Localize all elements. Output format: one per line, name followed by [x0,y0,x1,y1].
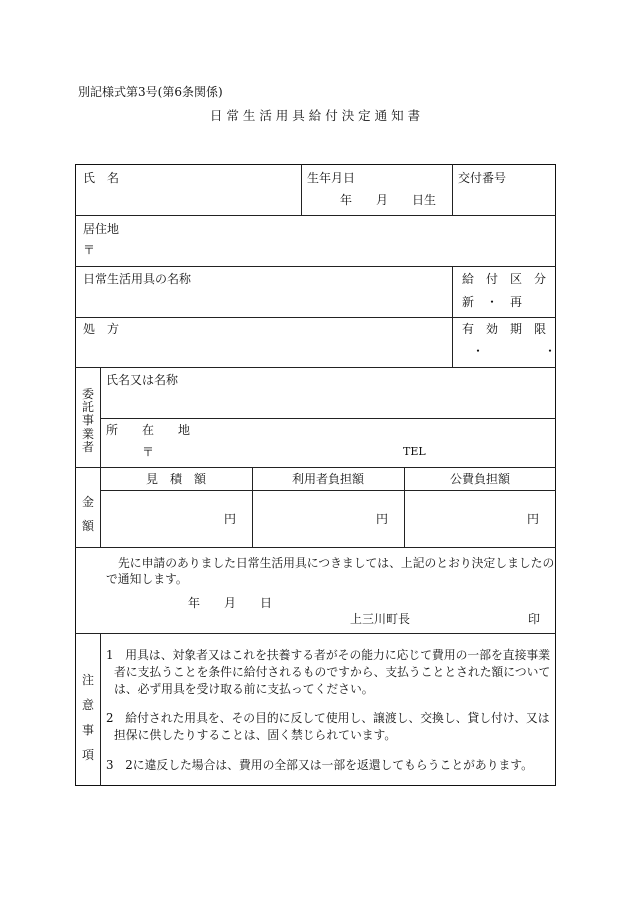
row-divider [75,467,556,468]
notice-text-line1: 先に申請のありました日常生活用具につきましては、上記のとおり決定しましたの [118,556,555,570]
estimate-column-header: 見 積 額 [145,472,206,486]
notice-date: 年 月 日 [188,596,273,610]
issue-number-label: 交付番号 [458,171,507,185]
note-item-2-line1: 2 給付された用具を、その目的に反して使用し、譲渡し、交換し、貸し付け、又は [106,711,550,725]
note-item-1-line2: 者に支払うことを条件に給付されるものですから、支払うこととされた額について [114,665,551,679]
row-divider [75,547,556,548]
name-label: 氏 名 [83,171,120,185]
user-burden-column-header: 利用者負担額 [291,472,364,486]
col-divider [301,164,302,215]
seal-mark: 印 [528,612,541,626]
col-divider [100,367,101,547]
form-number: 別記様式第3号(第6条関係) [78,85,223,99]
category-label: 給 付 区 分 [462,272,547,286]
public-burden-column-header: 公費負担額 [449,472,510,486]
user-burden-unit: 円 [376,512,389,526]
col-divider [100,633,101,786]
validity-dots: ・ ・ [472,344,557,358]
issuer-name: 上三川町長 [350,612,411,626]
birth-date-label: 生年月日 [307,171,356,185]
validity-label: 有 効 期 限 [462,322,547,336]
row-divider [75,215,556,216]
col-divider [452,266,453,367]
contractor-postal-mark: 〒 [142,445,155,459]
contractor-name-label: 氏名又は名称 [106,373,179,387]
prescription-label: 処 方 [83,322,120,336]
contractor-address-label: 所 在 地 [106,423,191,437]
row-divider [75,317,556,318]
residence-postal-mark: 〒 [83,243,96,257]
public-burden-unit: 円 [527,512,540,526]
col-divider [452,164,453,215]
contractor-tel-label: TEL [403,445,426,458]
contractor-section-label: 委託事業者 [81,387,94,454]
note-item-1-line1: 1 用具は、対象者又はこれを扶養する者がその能力に応じて費用の一部を直接事業 [106,648,550,662]
row-divider [75,633,556,634]
category-value: 新 ・ 再 [462,295,523,309]
estimate-unit: 円 [224,512,237,526]
row-divider [100,490,556,491]
residence-label: 居住地 [83,222,120,236]
row-divider [75,266,556,267]
notes-section-label: 注意事項 [81,673,94,762]
document-title: 日 常 生 活 用 具 給 付 決 定 通 知 書 [209,108,421,123]
notice-text-line2: で通知します。 [106,572,188,586]
note-item-1-line3: は、必ず用具を受け取る前に支払ってください。 [114,682,374,696]
equipment-name-label: 日常生活用具の名称 [83,272,192,286]
note-item-3: 3 2に違反した場合は、費用の全部又は一部を返還してもらうことがあります。 [106,758,533,772]
birth-date-format: 年 月 日生 [340,193,437,207]
note-item-2-line2: 担保に供したりすることは、固く禁じられています。 [114,728,397,742]
amount-section-label: 金額 [81,495,94,533]
row-divider [75,367,556,368]
row-divider [100,418,556,419]
